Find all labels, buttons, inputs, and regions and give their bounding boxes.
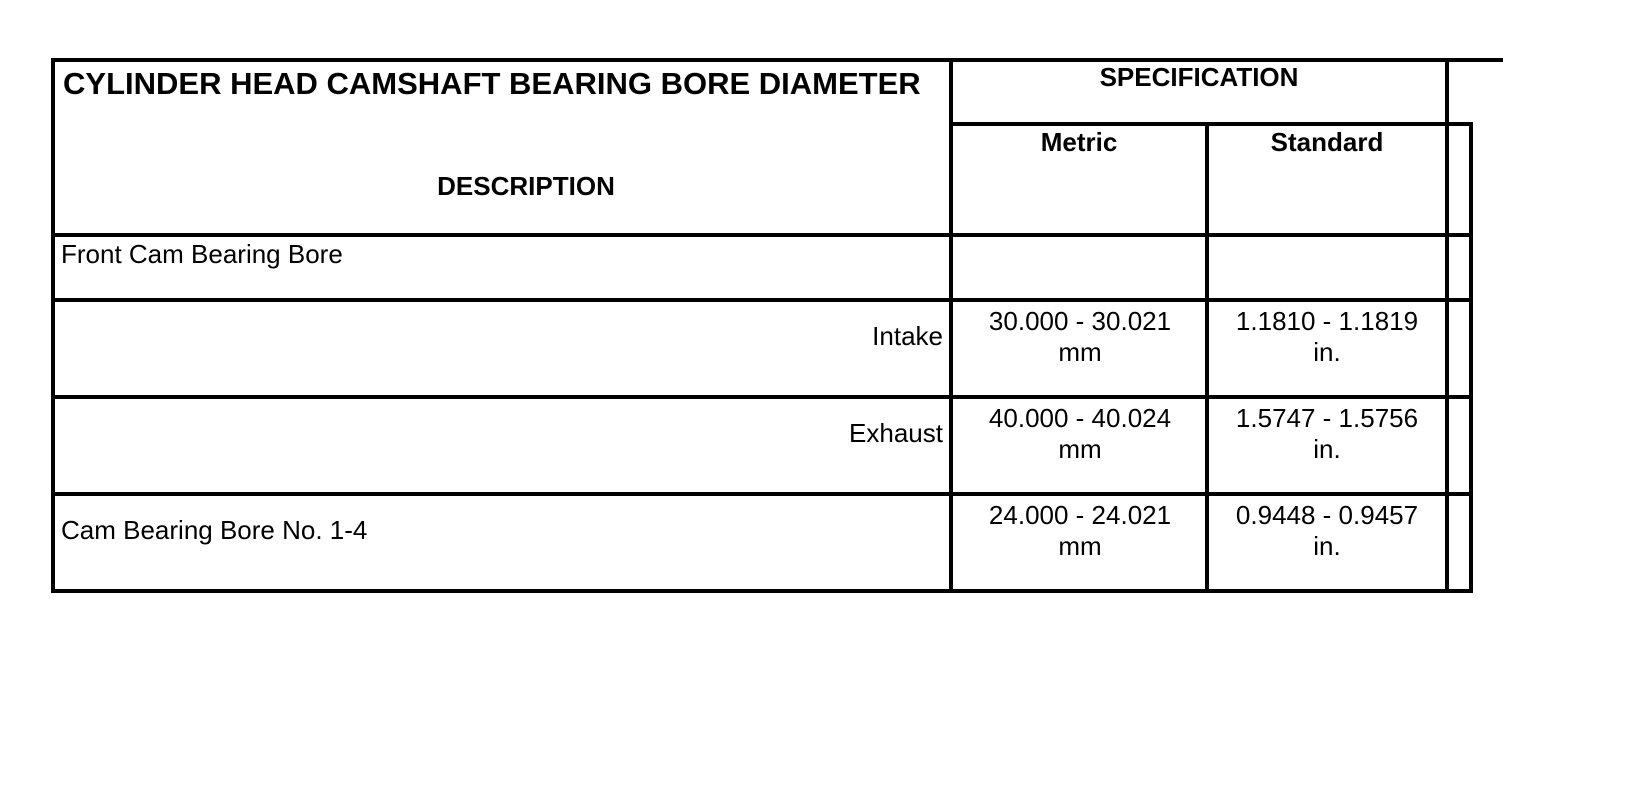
metric-header: Metric: [1040, 127, 1118, 157]
specification-header: SPECIFICATION: [1099, 62, 1299, 92]
row-divider-3: [51, 492, 1473, 496]
column-divider-spec-right: [1445, 58, 1449, 593]
row-description-exhaust: Exhaust: [849, 418, 943, 448]
row-metric-exhaust: 40.000 - 40.024 mm: [988, 403, 1172, 464]
row-standard-cam-bearing-bore-1-4: 0.9448 - 0.9457 in.: [1235, 500, 1419, 561]
standard-header: Standard: [1270, 127, 1384, 157]
column-divider-metric: [1205, 122, 1209, 593]
table-title: CYLINDER HEAD CAMSHAFT BEARING BORE DIAMETER: [63, 66, 921, 101]
row-metric-cam-bearing-bore-1-4: 24.000 - 24.021 mm: [988, 500, 1172, 561]
row-divider-1: [51, 298, 1473, 302]
table-border-left: [51, 58, 55, 593]
row-description-intake: Intake: [872, 321, 943, 351]
row-metric-intake: 30.000 - 30.021 mm: [988, 306, 1172, 367]
row-standard-intake: 1.1810 - 1.1819 in.: [1235, 306, 1419, 367]
table-border-bottom: [51, 589, 1473, 593]
row-description-front-cam-bearing-bore: Front Cam Bearing Bore: [61, 239, 343, 269]
row-divider-2: [51, 395, 1473, 399]
table-border-right-outer: [1469, 122, 1473, 593]
row-description-cam-bearing-bore-1-4: Cam Bearing Bore No. 1-4: [61, 515, 368, 545]
description-header: DESCRIPTION: [437, 171, 615, 201]
row-divider-header: [51, 233, 1473, 237]
row-standard-exhaust: 1.5747 - 1.5756 in.: [1235, 403, 1419, 464]
row-divider-spec-header: [949, 122, 1473, 126]
